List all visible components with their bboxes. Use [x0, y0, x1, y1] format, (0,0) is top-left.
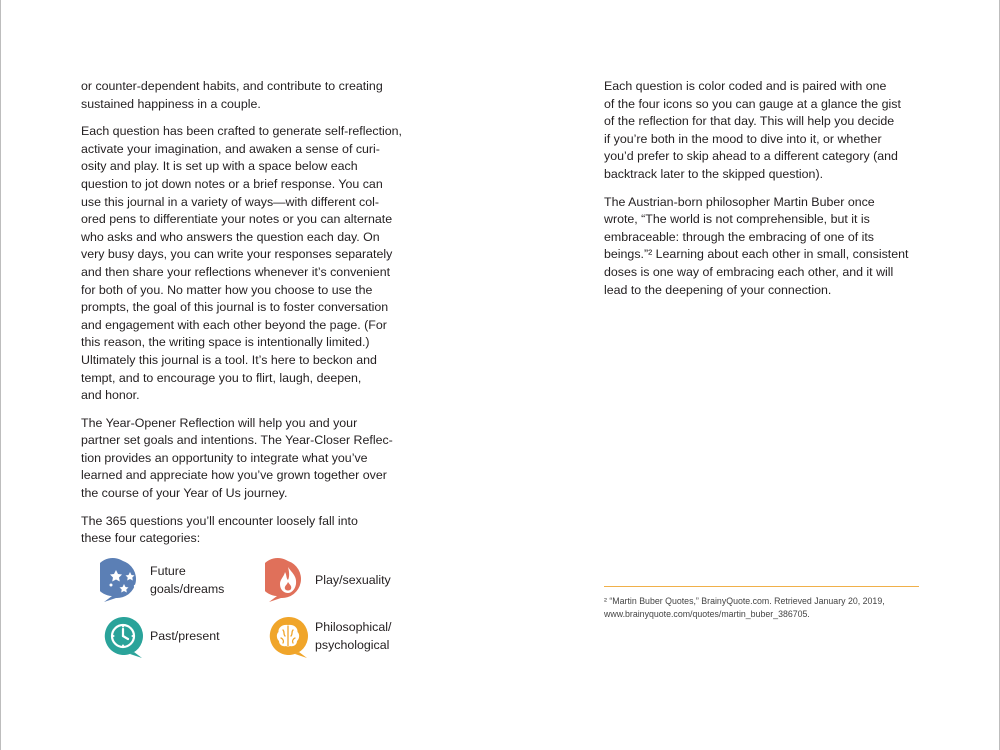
text-line: backtrack later to the skipped question).: [604, 166, 824, 181]
text-line: who asks and who answers the question each day. On: [81, 229, 380, 244]
flame-speech-bubble-icon: [265, 558, 311, 604]
text-line: The 365 questions you’ll encounter loosely fall into: [81, 513, 358, 528]
text-line: learned and appreciate how you’ve grown together over: [81, 468, 387, 483]
text-line: and honor.: [81, 388, 140, 403]
text-line: for both of you. No matter how you choose to use the: [81, 282, 373, 297]
text-line: activate your imagination, and awaken a sense of curi-: [81, 141, 380, 156]
text-line: you’d prefer to skip ahead to a different category (and: [604, 149, 898, 164]
brain-speech-bubble-icon: [265, 614, 311, 660]
text-line: osity and play. It is set up with a space below each: [81, 159, 358, 174]
category-future-goals: [100, 558, 224, 604]
text-line: this reason, the writing space is intentionally limited.): [81, 335, 370, 350]
paragraph-5: [604, 78, 924, 184]
text-line: very busy days, you can write your responses separately: [81, 247, 393, 262]
text-line: beings.”² Learning about each other in small, consistent: [604, 247, 909, 262]
text-line: The Austrian-born philosopher Martin Buber once: [604, 194, 875, 209]
page-edge-left: [0, 0, 1, 750]
category-philosophical: [265, 614, 391, 660]
text-line: use this journal in a variety of ways—with different col-: [81, 194, 379, 209]
category-label: Play/sexuality: [315, 573, 391, 588]
paragraph-4: [81, 513, 401, 548]
text-line: of the four icons so you can gauge at a glance the gist: [604, 96, 901, 111]
paragraph-1: [81, 78, 401, 113]
footnote-link[interactable]: www.brainyquote.com/quotes/martin_buber_386705.: [604, 608, 810, 619]
text-line: of the reflection for that day. This will help you decide: [604, 114, 895, 129]
stars-speech-bubble-icon: [100, 558, 146, 604]
paragraph-3: [81, 415, 401, 503]
paragraph-6: [604, 194, 924, 300]
footnote-rule: [604, 586, 919, 587]
text-line: question to jot down notes or a brief response. You can: [81, 176, 383, 191]
text-line: lead to the deepening of your connection.: [604, 282, 832, 297]
text-line: Each question has been crafted to generate self-reflection,: [81, 124, 402, 139]
text-line: tion provides an opportunity to integrate what you’ve: [81, 450, 368, 465]
clock-speech-bubble-icon: [100, 614, 146, 660]
category-label: Future goals/dreams: [150, 564, 225, 596]
category-label: Philosophical/ psychological: [315, 620, 392, 652]
text-line: doses is one way of embracing each other, and it will: [604, 264, 894, 279]
text-line: Each question is color coded and is paired with one: [604, 79, 887, 93]
text-line: wrote, “The world is not comprehensible, but it is: [604, 212, 870, 227]
text-line: sustained happiness in a couple.: [81, 96, 261, 111]
text-line: ored pens to differentiate your notes or you can alternate: [81, 212, 393, 227]
text-line: these four categories:: [81, 531, 201, 546]
text-line: the course of your Year of Us journey.: [81, 486, 288, 501]
text-line: tempt, and to encourage you to flirt, laugh, deepen,: [81, 370, 362, 385]
category-past-present: [100, 614, 220, 660]
footnote: [604, 595, 934, 620]
text-line: embraceable: through the embracing of one of its: [604, 229, 875, 244]
right-page: [604, 78, 924, 309]
left-page: [81, 78, 401, 558]
text-line: or counter-dependent habits, and contribute to creating: [81, 79, 383, 93]
category-label: Past/present: [150, 629, 220, 644]
category-legend: [100, 558, 420, 668]
text-line: if you’re both in the mood to dive into it, or whether: [604, 131, 882, 146]
text-line: and engagement with each other beyond the page. (For: [81, 317, 387, 332]
paragraph-2: [81, 123, 401, 405]
text-line: The Year-Opener Reflection will help you and your: [81, 415, 358, 430]
text-line: and then share your reflections whenever it’s convenient: [81, 264, 391, 279]
text-line: Ultimately this journal is a tool. It’s here to beckon and: [81, 352, 377, 367]
text-line: prompts, the goal of this journal is to foster conversation: [81, 300, 389, 315]
footnote-line: ² “Martin Buber Quotes,” BrainyQuote.com. Retrieved January 20, 2019,: [604, 596, 885, 606]
text-line: partner set goals and intentions. The Year-Closer Reflec-: [81, 433, 393, 448]
category-play-sexuality: [265, 558, 391, 604]
